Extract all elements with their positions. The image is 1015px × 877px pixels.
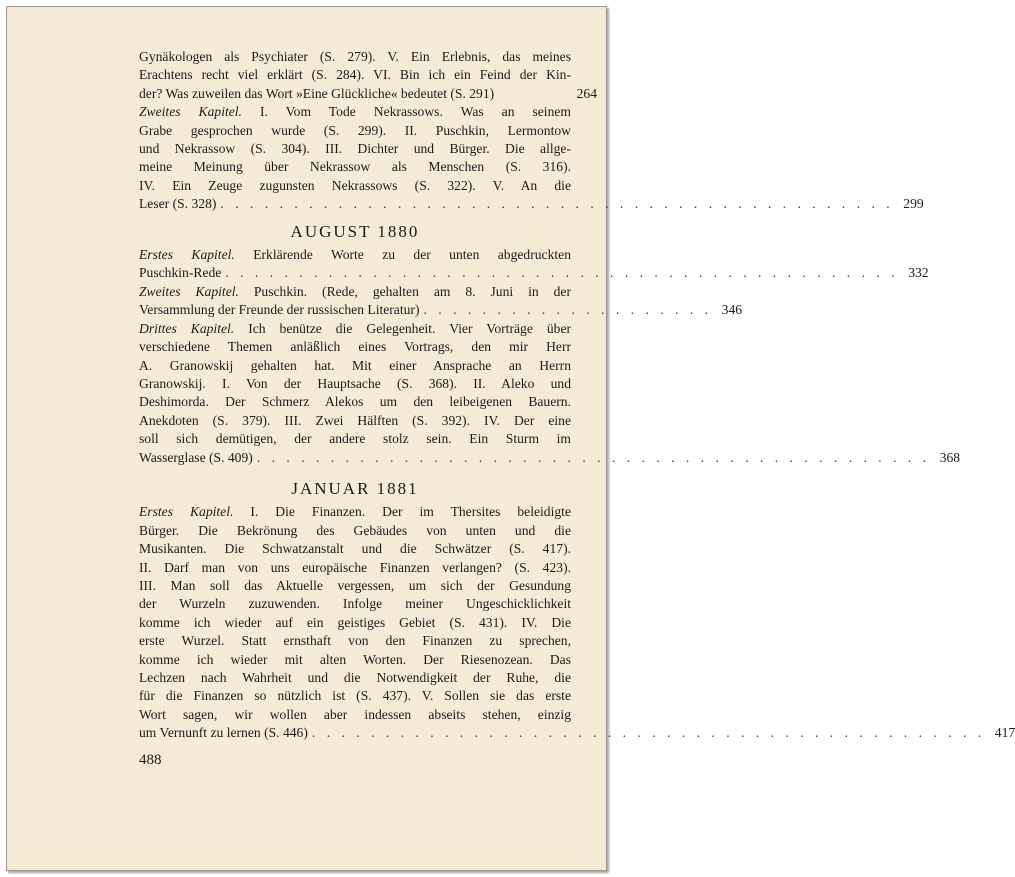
toc-line: für die Finanzen so nützlich ist (S. 437). V. Sollen sie das erste <box>139 688 571 704</box>
toc-line: der? Was zuweilen das Wort »Eine Glückliche« bedeutet (S. 291) <box>139 85 495 101</box>
toc-page-number: 346 <box>721 302 743 318</box>
toc-line: Granowskij. I. Von der Hauptsache (S. 368). II. Aleko und <box>139 375 571 391</box>
toc-line <box>139 503 571 521</box>
toc-line: Anekdoten (S. 379). III. Zwei Hälften (S. 392). IV. Der eine <box>139 412 571 428</box>
chapter-label: Zweites Kapitel. <box>139 104 242 120</box>
toc-page-number: 368 <box>939 449 961 465</box>
toc-line: Bürger. Die Bekrönung des Gebäudes von unten und die <box>139 522 571 538</box>
toc-text: Erklärende Worte zu der unten abgedruckten <box>253 247 571 263</box>
chapter-label: Erstes Kapitel. <box>139 247 235 263</box>
page-number: 488 <box>139 752 162 768</box>
chapter-label: Drittes Kapitel. <box>139 320 235 336</box>
toc-line-with-page <box>139 85 597 103</box>
leader-dots: . . . . . . . . . . . . . . . . . . . . <box>423 302 713 318</box>
toc-line: Grabe gesprochen wurde (S. 299). II. Puschkin, Lermontow <box>139 122 571 138</box>
toc-text: I. Die Finanzen. Der im Thersites beleidigte <box>250 504 571 520</box>
toc-line: verschiedene Themen anläßlich eines Vortrags, den mir Herr <box>139 339 571 355</box>
toc-line: II. Darf man von uns europäische Finanzen verlangen? (S. 423). <box>139 559 571 575</box>
toc-text: Versammlung der Freunde der russischen Literatur) <box>139 302 420 318</box>
toc-line <box>139 103 571 121</box>
toc-leader-line <box>139 449 961 467</box>
toc-line: III. Man soll das Aktuelle vergessen, um sich der Gesundung <box>139 577 571 593</box>
section-heading-august: AUGUST 1880 <box>290 221 420 241</box>
toc-line: Deshimorda. Der Schmerz Alekos um den leibeigenen Bauern. <box>139 394 571 410</box>
toc-page-number: 264 <box>576 85 597 101</box>
chapter-label: Erstes Kapitel. <box>139 504 234 520</box>
toc-page-number: 299 <box>903 196 924 212</box>
toc-line <box>139 246 571 264</box>
toc-page-number: 417 <box>994 725 1015 741</box>
toc-line: soll sich demütigen, der andere stolz sein. Ein Sturm im <box>139 431 571 447</box>
toc-text: Leser (S. 328) <box>139 196 217 212</box>
toc-leader-line <box>139 301 743 319</box>
leader-dots: . . . . . . . . . . . . . . . . . . . . . . . . . . . . . . . . . . . . . . . . . . . . . . <box>256 449 931 465</box>
toc-line: meine Meinung über Nekrassow als Menschen (S. 316). <box>139 159 571 175</box>
toc-leader-line <box>139 195 924 213</box>
toc-entry <box>139 283 743 320</box>
toc-text: um Vernunft zu lernen (S. 446) <box>139 725 308 741</box>
toc-line: und Nekrassow (S. 304). III. Dichter und Bürger. Die allge‑ <box>139 141 571 157</box>
toc-line <box>139 320 571 338</box>
toc-entry <box>139 503 1015 742</box>
toc-line: komme ich wieder auf ein geistiges Gebiet (S. 431). IV. Die <box>139 614 571 630</box>
leader-dots: . . . . . . . . . . . . . . . . . . . . . . . . . . . . . . . . . . . . . . . . . . . . . . <box>311 725 986 741</box>
toc-line: A. Granowskij gehalten hat. Mit einer Ansprache an Herrn <box>139 357 571 373</box>
toc-line: Lechzen nach Wahrheit und die Notwendigkeit der Ruhe, die <box>139 670 571 685</box>
toc-line: Gynäkologen als Psychiater (S. 279). V. Ein Erlebnis, das meines <box>139 49 571 64</box>
chapter-label: Zweites Kapitel. <box>139 283 239 299</box>
toc-line: komme ich wieder mit alten Worten. Der Riesenozean. Das <box>139 651 571 667</box>
toc-entry <box>139 246 929 283</box>
toc-line: der Wurzeln zuzuwenden. Infolge meiner Ungeschicklichkeit <box>139 596 571 612</box>
section-heading-januar: JANUAR 1881 <box>291 478 419 498</box>
toc-text: Ich benütze die Gelegenheit. Vier Vorträge über <box>248 320 571 336</box>
toc-text: Wasserglase (S. 409) <box>139 449 253 465</box>
toc-line <box>139 283 571 301</box>
table-of-contents <box>139 48 1015 743</box>
toc-leader-line <box>139 724 1015 742</box>
toc-line: Erachtens recht viel erklärt (S. 284). VI. Bin ich ein Feind der Kin‑ <box>139 67 571 83</box>
toc-line: IV. Ein Zeuge zugunsten Nekrassows (S. 322). V. An die <box>139 177 571 193</box>
leader-dots: . . . . . . . . . . . . . . . . . . . . . . . . . . . . . . . . . . . . . . . . . . . . . . <box>225 265 899 281</box>
leader-dots: . . . . . . . . . . . . . . . . . . . . . . . . . . . . . . . . . . . . . . . . . . . . . . <box>220 196 894 212</box>
toc-entry <box>139 103 924 213</box>
toc-line: Wort sagen, wir wollen aber indessen abseits stehen, einzig <box>139 706 571 722</box>
toc-text: Puschkin‑Rede <box>139 265 222 281</box>
toc-text: I. Vom Tode Nekrassows. Was an seinem <box>259 104 571 120</box>
toc-leader-line <box>139 264 929 282</box>
toc-line: Musikanten. Die Schwatzanstalt und die Schwätzer (S. 417). <box>139 541 571 557</box>
toc-entry <box>139 320 961 467</box>
toc-entry-continuation <box>139 48 597 103</box>
toc-page-number: 332 <box>908 265 929 281</box>
toc-line: erste Wurzel. Statt ernsthaft von den Finanzen zu sprechen, <box>139 633 571 649</box>
toc-text: Puschkin. (Rede, gehalten am 8. Juni in der <box>253 283 571 299</box>
